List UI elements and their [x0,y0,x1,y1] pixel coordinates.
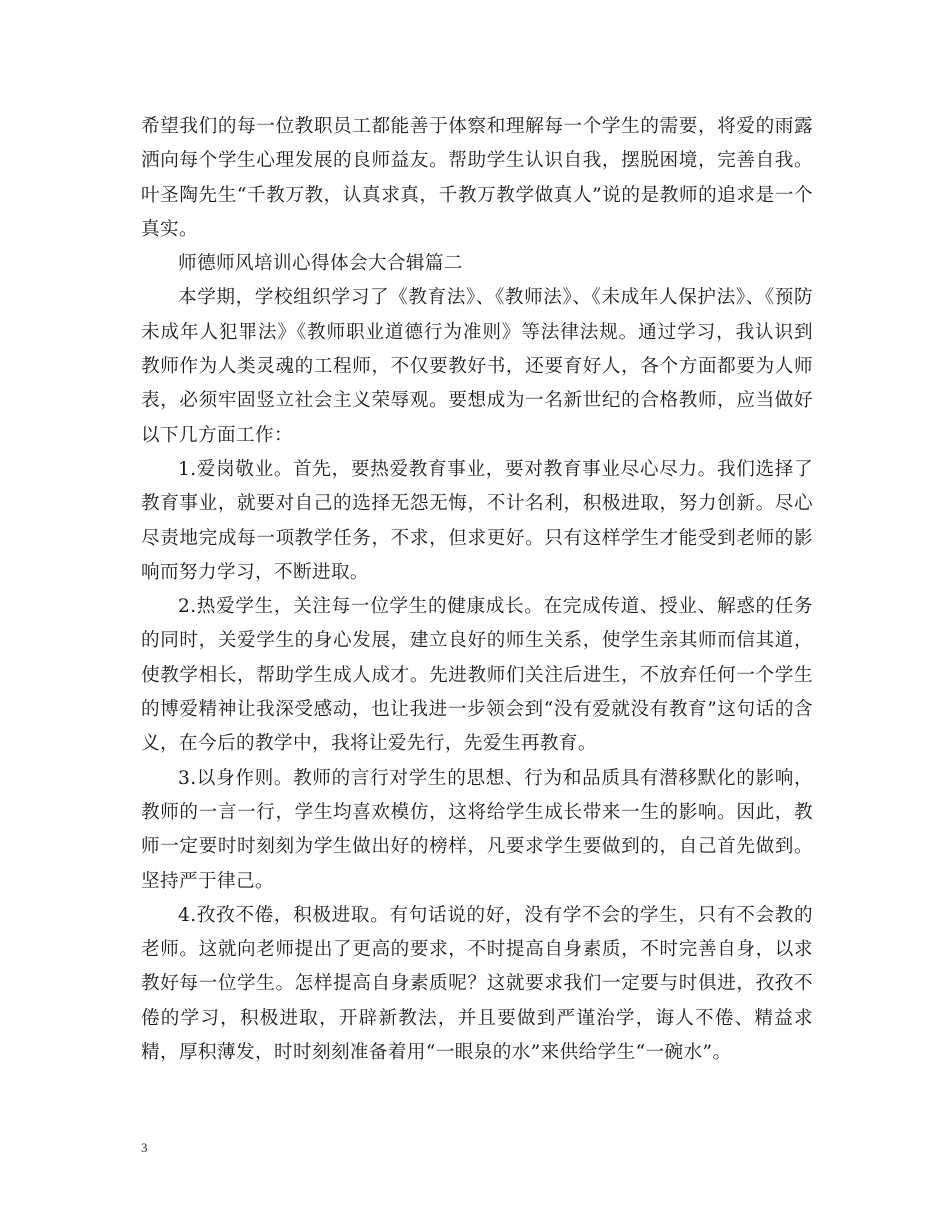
page-number: 3 [141,1140,148,1155]
section-heading: 师德师风培训心得体会大合辑篇二 [178,253,463,275]
paragraph-intro: 本学期，学校组织学习了《教育法》、《教师法》、《未成年人保护法》、《预防未成年人犯罪法》《教师职业道德行为准则》等法律法规。通过学习，我认识到教师作为人类灵魂的工程师，不仅要教好书，还要育好人，各个方面都要为人师表，必须牢固竖立社会主义荣辱观。要想成为一名新世纪的合格教师，应当做好以下几方面工作： [141,287,813,446]
document-body [141,110,813,1070]
paragraph-continuation: 希望我们的每一位教职员工都能善于体察和理解每一个学生的需要，将爱的雨露洒向每个学生心理发展的良师益友。帮助学生认识自我，摆脱困境，完善自我。叶圣陶先生“千教万教，认真求真，千教万教学做真人”说的是教师的追求是一个真实。 [141,116,813,240]
paragraph-point-4: 4.孜孜不倦，积极进取。有句话说的好，没有学不会的学生，只有不会教的老师。这就向老师提出了更高的要求，不时提高自身素质，不时完善自身，以求教好每一位学生。怎样提高自身素质呢？这就要求我们一定要与时俱进，孜孜不倦的学习，积极进取，开辟新教法，并且要做到严谨治学，诲人不倦、精益求精，厚积薄发，时时刻刻准备着用“一眼泉的水”来供给学生“一碗水”。 [141,904,813,1064]
paragraph-point-3: 3.以身作则。教师的言行对学生的思想、行为和品质具有潜移默化的影响，教师的一言一行，学生均喜欢模仿，这将给学生成长带来一生的影响。因此，教师一定要时时刻刻为学生做出好的榜样，凡要求学生要做到的，自己首先做到。坚持严于律己。 [141,767,813,892]
paragraph-point-1: 1.爱岗敬业。首先，要热爱教育事业，要对教育事业尽心尽力。我们选择了教育事业，就要对自己的选择无怨无悔，不计名利，积极进取，努力创新。尽心尽责地完成每一项教学任务，不求，但求更好。只有这样学生才能受到老师的影响而努力学习，不断进取。 [141,458,813,583]
paragraph-point-2: 2.热爱学生，关注每一位学生的健康成长。在完成传道、授业、解惑的任务的同时，关爱学生的身心发展，建立良好的师生关系，使学生亲其师而信其道，使教学相长，帮助学生成人成才。先进教师们关注后进生，不放弃任何一个学生的博爱精神让我深受感动，也让我进一步领会到“没有爱就没有教育”这句话的含义，在今后的教学中，我将让爱先行，先爱生再教育。 [141,596,813,755]
